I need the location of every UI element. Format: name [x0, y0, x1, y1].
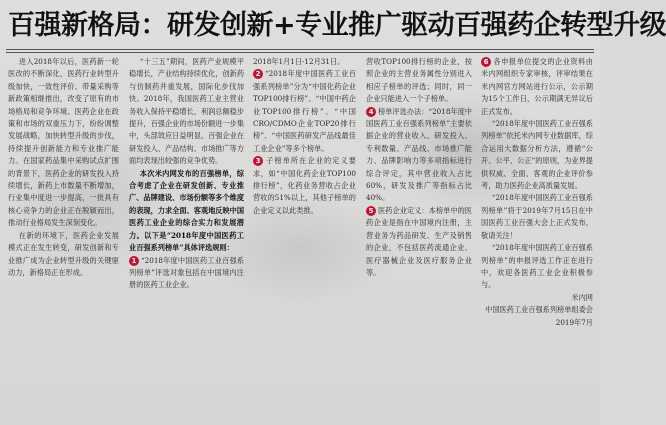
item-text: “2018年度中国医药工业百强系列榜单”分为“中国化药企业TOP100排行榜”、“中国中药企业TOP100排行榜”、“中国CRO/CDMO企业TOP20排行榜”、“中国医药研发产品线最佳工业企业”等多个榜单。 [253, 69, 356, 153]
number-badge-icon: 3 [253, 156, 263, 166]
list-item [253, 68, 356, 155]
number-badge-icon: 4 [366, 107, 376, 117]
item-text: 榜单评选办法：“2018年度中国医药工业百强系列榜单”主要依据企业的营业收入、研发投入、专利数量、产品线、市场推广能力、品牌影响力等多项指标进行综合评定，其中营业收入占比60%，研发及推广等指标占比40%。 [366, 106, 472, 203]
paragraph: “十三五”期间，医药产业规模平稳增长，产业结构持续优化，创新药与仿制药并重发展，国际化步伐加快。2018年，我国医药工业主营业务收入保持平稳增长，利润总额稳步提升，百强企业的市场份额进一步集中，头部效应日益明显。百强企业在研发投入、产品结构、市场推广等方面均表现出较强的竞争优势。 [129, 57, 245, 166]
column-1 [8, 56, 119, 422]
column-4 [366, 56, 472, 422]
list-item [366, 205, 472, 279]
paragraph: 本次米内网发布的百强榜单，综合考虑了企业在研发创新、专业推广、品牌建设、市场份额等多个维度的表现，力求全面、客观地反映中国医药工业企业的综合实力和发展潜力。以下是“2018年度中国医药工业百强系列榜单”具体评选规则： [129, 168, 245, 253]
paragraph: “2018年度中国医药工业百强系列榜单”将于2019年7月15日在中国医药工业百强大会上正式发布，敬请关注！ [481, 193, 593, 240]
signature-line: 中国医药工业百强系列榜单组委会 [485, 305, 593, 315]
paragraph: “2018年度中国医药工业百强系列榜单”依托米内网专业数据库，综合运用大数据分析方法，遵循“公开、公平、公正”的原则，为业界提供权威、全面、客观的企业评价参考，助力医药企业高质量发展。 [481, 119, 593, 191]
number-badge-icon: 5 [366, 206, 376, 216]
list-item [253, 155, 356, 217]
paragraph: 2018年1月1日-12月31日。 [253, 57, 345, 66]
item-text: 子榜单所在企业的定义要求，如“中国化药企业TOP100排行榜”，化药业务营收占企业营收的51%以上，其他子榜单的企业定义以此类推。 [253, 156, 356, 215]
column-2 [129, 56, 244, 422]
list-item [129, 255, 244, 292]
signature-line: 米内网 [571, 292, 593, 302]
item-text: 各申报单位提交的企业资料由米内网组织专家审核，评审结果在米内网官方网站进行公示，公示期为15个工作日，公示期满无异议后正式发布。 [481, 57, 593, 116]
headline: 百强新格局：研发创新+专业推广驱动百强药企转型升级 [8, 10, 666, 41]
column-5 [481, 56, 593, 422]
paragraph: “2018年度中国医药工业百强系列榜单”的申报评选工作正在进行中，欢迎各医药工业企业积极参与。 [481, 243, 593, 290]
paragraph: 在新的环境下，医药企业发展模式正在发生转变，研发创新和专业推广成为企业转型升级的关键驱动力，新格局正在形成。 [8, 230, 119, 277]
paragraph: 进入2018年以后，医药新一轮医改的不断深化，医药行业转型升级加快，一致性评价、带量采购等新政策相继推出，改变了原有的市场格局和竞争环境。医药企业在政策和市场的双重压力下，纷纷调整发展战略，加快转型升级的步伐，持续提升创新能力和专业推广能力。在国家药品集中采购试点扩围的背景下，医药企业的研发投入持续增长，新药上市数量不断增加，行业集中度进一步提高，一批具有核心竞争力的企业正在脱颖而出，推动行业格局发生深刻变化。 [8, 57, 119, 228]
signature-date: 2019年7月 [555, 317, 593, 327]
top-rule-thin [6, 52, 594, 53]
top-rule [6, 49, 594, 50]
number-badge-icon: 6 [481, 57, 491, 67]
number-badge-icon: 1 [129, 256, 139, 266]
paragraph: 营收TOP100排行榜的企业，按照企业的主营业务属性分别进入相应子榜单的评选；同时，同一企业只能进入一个子榜单。 [366, 57, 472, 104]
list-item [481, 56, 593, 118]
number-badge-icon: 2 [253, 69, 263, 79]
list-item [366, 106, 472, 205]
item-text: 医药企业定义：本榜单中的医药企业是指在中国境内注册，主营业务为药品研发、生产及销售的企业，不包括医药流通企业、医疗器械企业及医疗服务企业等。 [366, 205, 472, 277]
item-text: “2018年度中国医药工业百强系列榜单”评选对象包括在中国境内注册的医药工业企业。 [129, 255, 244, 290]
column-3 [253, 56, 356, 422]
